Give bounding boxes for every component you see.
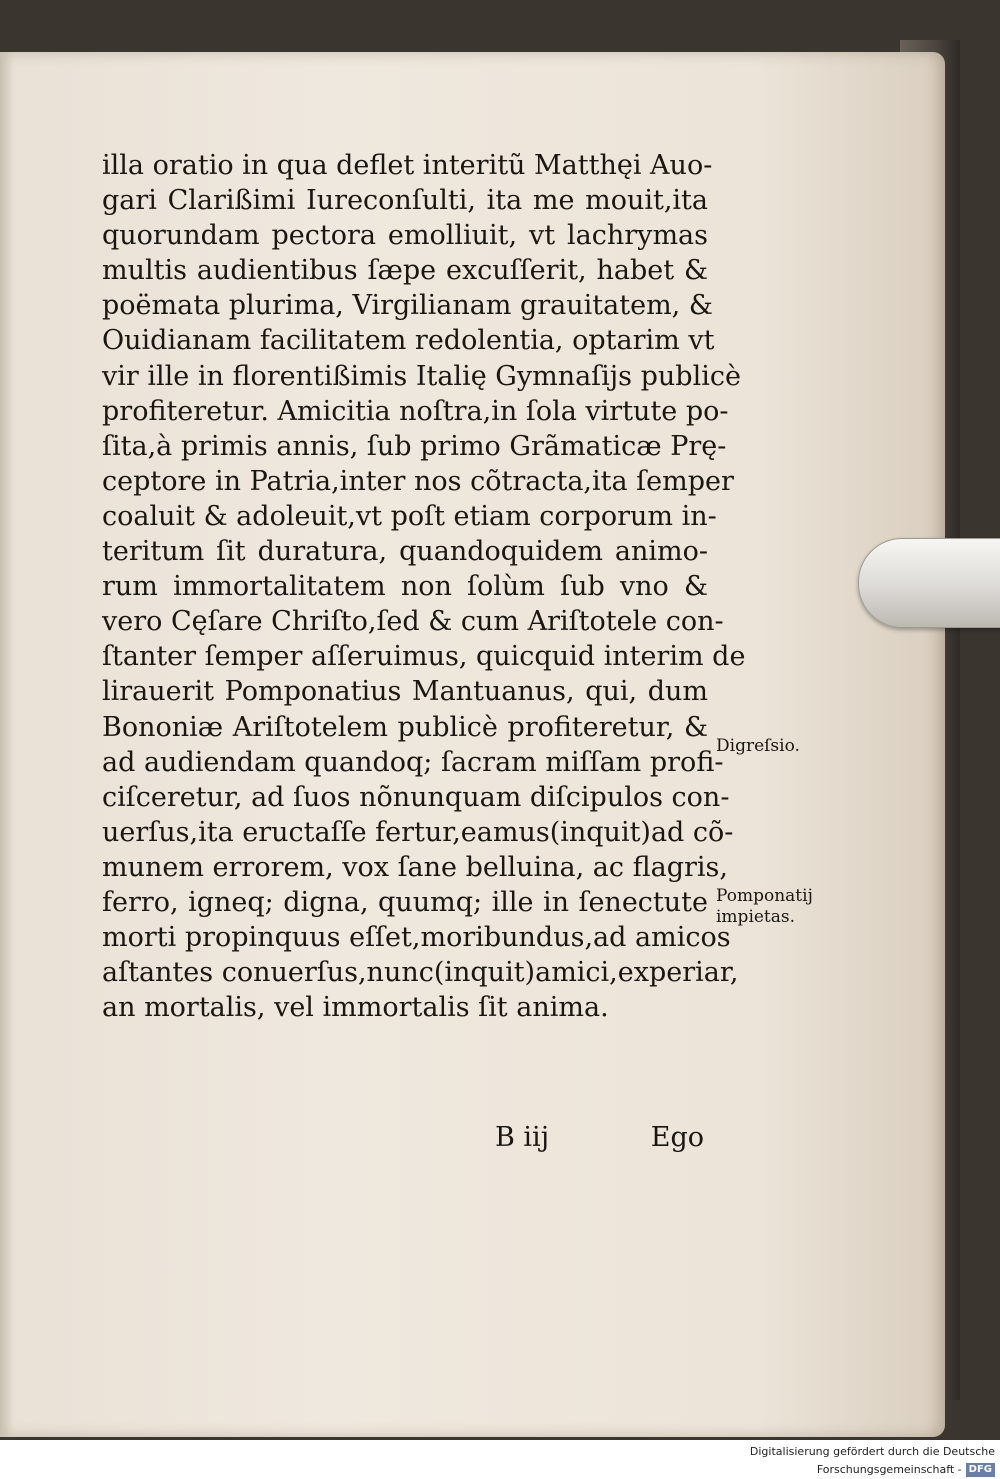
text-line: ſtanter ſemper aſſeruimus, quicquid interim de (102, 641, 746, 673)
text-line: an mortalis, vel immortalis ſit anima. (102, 992, 609, 1024)
margin-note-pomponatij (716, 886, 813, 928)
text-line: morti propinquus eſſet,moribundus,ad amicos (102, 922, 731, 954)
signature-mark: B iij (495, 1122, 550, 1153)
text-line: ferro, igneq; digna, quumq; ille in ſenectute (102, 886, 708, 918)
plastic-page-clip (858, 538, 1000, 628)
text-line: Bononiæ Ariſtotelem publicè profiteretur, & (102, 711, 708, 743)
text-line: munem errorem, vox ſane belluina, ac flagris, (102, 851, 728, 883)
margin-note-text: Pomponatij (716, 886, 813, 906)
margin-note-text: Digreſsio. (716, 736, 800, 756)
text-line: ad audiendam quandoq; ſacram miſſam profi- (102, 746, 724, 778)
catchword: Ego (650, 1122, 704, 1153)
digitization-credit (610, 1443, 995, 1476)
text-line: vero Cęſare Chriſto,ſed & cum Ariſtotele con- (102, 606, 724, 638)
text-line: coaluit & adoleuit,vt poſt etiam corporum in- (102, 500, 717, 532)
text-line: Ouidianam facilitatem redolentia, optarim vt (102, 325, 715, 357)
text-line: gari Clarißimi Iureconſulti, ita me mouit,ita (102, 185, 708, 217)
text-line: teritum ſit duratura, quandoquidem animo- (102, 536, 708, 568)
dfg-logo: DFG (966, 1463, 995, 1477)
page-footer (102, 1122, 708, 1158)
text-line: illa oratio in qua deflet interitũ Matthęi Auo- (102, 150, 713, 181)
text-line: ſita,à primis annis, ſub primo Grãmaticæ Prę- (102, 430, 727, 462)
text-line: quorundam pectora emolliuit, vt lachrymas (102, 220, 708, 252)
text-line: vir ille in florentißimis Italię Gymnaſijs publicè (102, 360, 741, 392)
text-line: rum immortalitatem non ſolùm ſub vno & (102, 571, 708, 603)
credit-text: Digitalisierung gefördert durch die Deutsche Forschungsgemeinschaft - (749, 1445, 995, 1476)
text-line: multis audientibus ſæpe excuſſerit, habet & (102, 255, 708, 287)
text-line: uerſus,ita eructaſſe fertur,eamus(inquit)ad cõ- (102, 816, 734, 848)
main-text-block (102, 148, 746, 1025)
text-line: lirauerit Pomponatius Mantuanus, qui, dum (102, 676, 708, 708)
text-line: profiteretur. Amicitia noſtra,in ſola virtute po- (102, 395, 729, 427)
text-line: ceptore in Patria,inter nos cõtracta,ita ſemper (102, 465, 734, 497)
margin-note-digressio (716, 736, 800, 757)
text-line: poëmata plurima, Virgilianam grauitatem, & (102, 290, 713, 322)
text-line: ciſceretur, ad ſuos nõnunquam diſcipulos con- (102, 781, 730, 813)
margin-note-text: impietas. (716, 907, 796, 927)
page-gutter-shadow (0, 52, 14, 1437)
text-line: aſtantes conuerſus,nunc(inquit)amici,experiar, (102, 957, 739, 989)
